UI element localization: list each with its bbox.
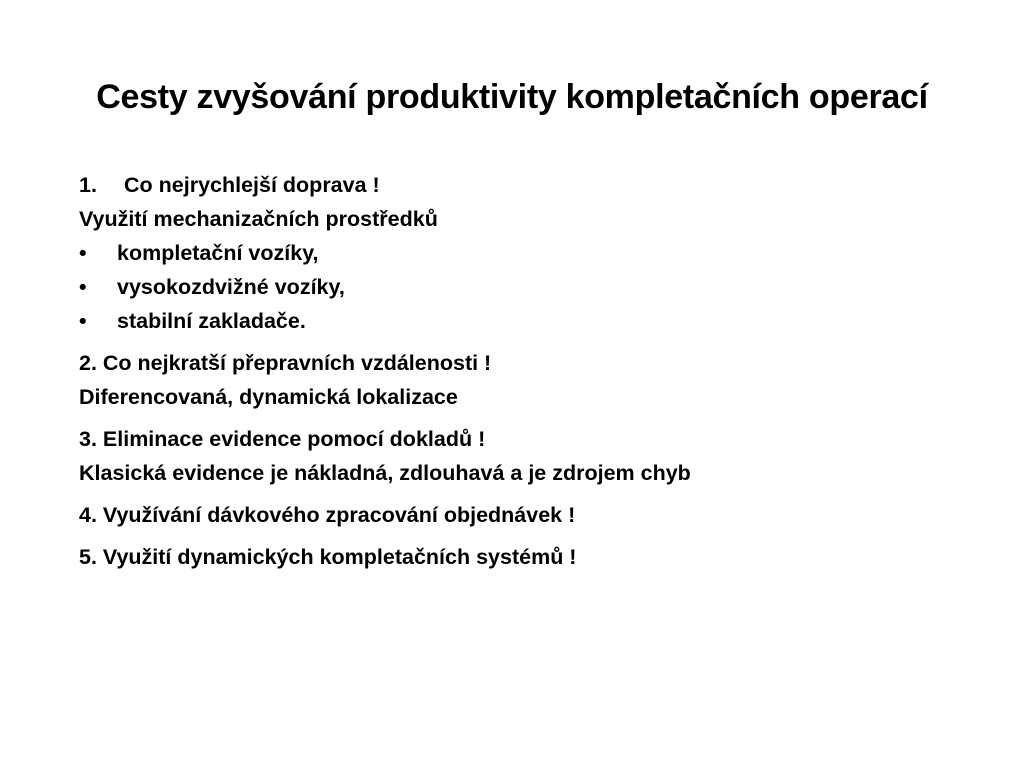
bullet-text: kompletační vozíky,	[117, 241, 319, 265]
bullet-item	[79, 270, 959, 304]
bullet-item	[79, 236, 959, 270]
section-3-subheading: Klasická evidence je nákladná, zdlouhavá a je zdrojem chyb	[79, 461, 691, 485]
bullet-item	[79, 304, 959, 338]
section-4-heading: 4. Využívání dávkového zpracování objednávek !	[79, 503, 576, 527]
section-2-subheading: Diferencovaná, dynamická lokalizace	[79, 385, 458, 409]
bullet-text: stabilní zakladače.	[117, 309, 306, 333]
bullet-icon: •	[79, 275, 87, 299]
section-5-heading: 5. Využití dynamických kompletačních systémů !	[79, 545, 577, 569]
section-2-heading: 2. Co nejkratší přepravních vzdálenosti !	[79, 351, 492, 375]
section-3-heading: 3. Eliminace evidence pomocí dokladů !	[79, 427, 486, 451]
bullet-icon: •	[79, 309, 87, 333]
section-1-number: 1.	[79, 173, 97, 197]
slide-body	[79, 168, 959, 574]
bullet-icon: •	[79, 241, 87, 265]
section-1-subheading: Využití mechanizačních prostředků	[79, 207, 438, 231]
section-1-heading-text: Co nejrychlejší doprava !	[124, 173, 380, 197]
bullet-text: vysokozdvižné vozíky,	[117, 275, 345, 299]
slide-title: Cesty zvyšování produktivity kompletačních operací	[96, 78, 928, 116]
section-1-heading	[79, 168, 959, 202]
